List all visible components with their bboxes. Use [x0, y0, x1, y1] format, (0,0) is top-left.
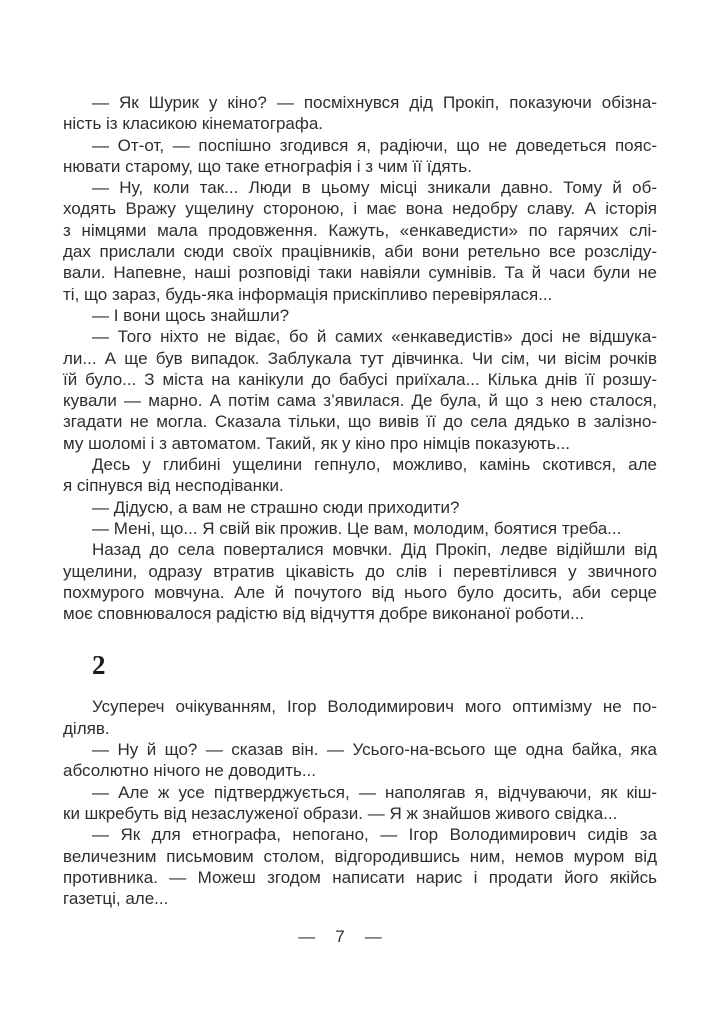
text-line: му шоломі і з автоматом. Такий, як у кіно про німців показують...	[63, 433, 571, 453]
paragraph	[63, 824, 657, 909]
text-line: я сіпнувся від несподіванки.	[63, 476, 284, 496]
text-line: кували — марно. А потім сама з’явилася. Де була, й що з нею сталося,	[63, 391, 657, 411]
paragraph	[63, 497, 657, 518]
text-line: Назад до села поверталися мовчки. Дід Прокіп, ледве відійшли від	[92, 540, 657, 560]
text-line: нювати старому, що таке етнографія і з чим її їдять.	[63, 156, 472, 176]
text-line: Усупереч очікуванням, Ігор Володимирович мого оптимізму не по-	[92, 697, 657, 717]
text-line: згадати не могла. Сказала тільки, що вивів її до села дядько в залізно-	[63, 412, 657, 432]
paragraph	[63, 518, 657, 539]
text-line: противника. — Можеш згодом написати нарис і продати його якійсь	[63, 867, 657, 887]
text-line: — Але ж усе підтверджується, — наполягав я, відчуваючи, як кіш-	[92, 782, 657, 802]
text-line: газетці, але...	[63, 889, 169, 909]
paragraph	[63, 539, 657, 624]
paragraph	[63, 92, 657, 135]
text-line: — Мені, що... Я свій вік прожив. Це вам, молодим, боятися треба...	[92, 518, 622, 538]
text-line: — Як Шурик у кіно? — посміхнувся дід Прокіп, показуючи обізна-	[92, 93, 657, 112]
text-line: абсолютно нічого не доводить...	[63, 761, 316, 781]
text-line: — От-от, — поспішно згодився я, радіючи, що не доведеться пояс-	[92, 135, 657, 155]
paragraph	[63, 135, 657, 178]
text-line: ність із класикою кінематографа.	[63, 114, 324, 134]
text-line: — Ну, коли так... Люди в цьому місці зникали давно. Тому й об-	[92, 178, 657, 198]
text-line: похмурого мовчуна. Але й почутого від нього було досить, аби серце	[63, 582, 657, 602]
text-line: Десь у глибині ущелини гепнуло, можливо, камінь скотився, але	[92, 455, 657, 475]
page-footer	[0, 928, 680, 946]
text-line: ходять Вражу ущелину стороною, і має вона недобру славу. А історія	[63, 199, 657, 219]
paragraph	[63, 739, 657, 782]
text-column	[63, 92, 657, 909]
text-line: — І вони щось знайшли?	[92, 305, 290, 325]
text-line: — Ну й що? — сказав він. — Усього-на-всього ще одна байка, яка	[92, 740, 657, 760]
text-line: — Дідусю, а вам не страшно сюди приходити?	[92, 497, 460, 517]
text-line: з німцями мала продовження. Кажуть, «енкаведисти» по гарячих слі-	[63, 220, 657, 240]
text-line: їй було... З міста на канікули до бабусі приїхала... Кілька днів її розшу-	[63, 369, 657, 389]
page-number: 7	[335, 927, 345, 946]
text-line: ки шкребуть від незаслуженої образи. — Я ж знайшов живого свідка...	[63, 803, 618, 823]
text-line: ли... А ще був випадок. Заблукала тут дівчинка. Чи сім, чи вісім рочків	[63, 348, 657, 368]
text-line: діляв.	[63, 718, 110, 738]
paragraph	[63, 326, 657, 454]
text-line: дах прислали сюди своїх працівників, аби вони ретельно все розсліду-	[63, 242, 657, 262]
paragraph	[63, 305, 657, 326]
section-heading: 2	[92, 650, 106, 681]
paragraph	[63, 782, 657, 825]
text-line: ущелини, одразу втратив цікавість до слів і перевтілився у звичного	[63, 561, 657, 581]
text-line: — Як для етнографа, непогано, — Ігор Володимирович сидів за	[92, 825, 657, 845]
text-line: вали. Напевне, наші розповіді таки навіяли сумнівів. Та й часи були не	[63, 263, 657, 283]
text-line: моє сповнювалося радістю від відчуття добре виконаної роботи...	[63, 604, 585, 624]
text-line: величезним письмовим столом, відгородившись ним, немов муром від	[63, 846, 657, 866]
paragraph	[63, 177, 657, 305]
paragraph	[63, 696, 657, 739]
text-line: — Того ніхто не відає, бо й самих «енкаведистів» досі не відшука-	[92, 327, 657, 347]
paragraph	[63, 454, 657, 497]
footer-dash-right: —	[364, 927, 382, 946]
text-line: ті, що зараз, будь-яка інформація прискіпливо перевірялася...	[63, 284, 553, 304]
footer-dash-left: —	[298, 927, 316, 946]
